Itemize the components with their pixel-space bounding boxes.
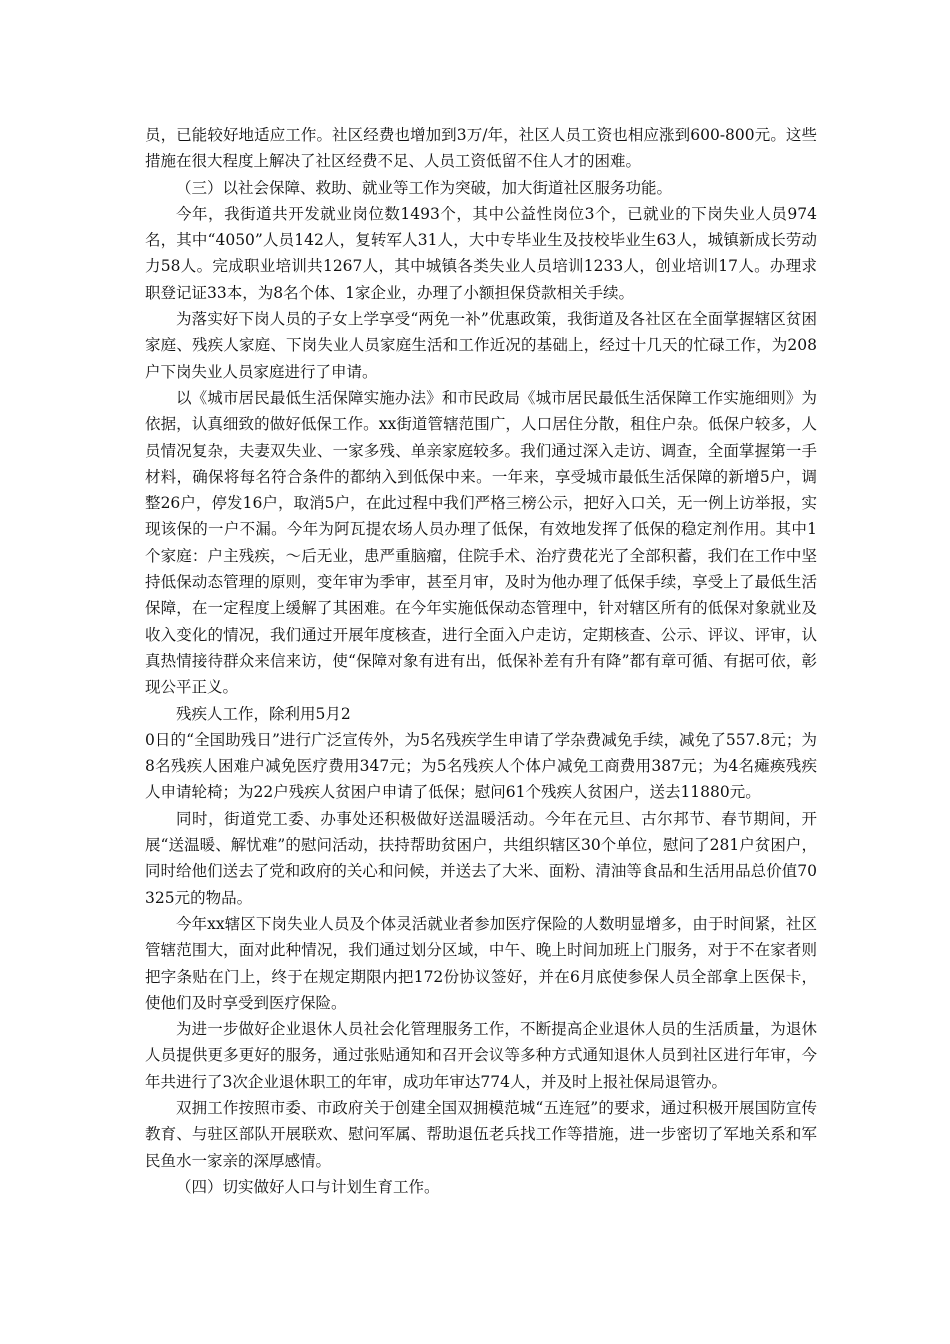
paragraph-retiree-service: 为进一步做好企业退休人员社会化管理服务工作，不断提高企业退休人员的生活质量，为退休人员提供更多更好的服务，通过张贴通知和召开会议等多种方式通知退休人员到社区进行年审，今年共进行了3次企业退休职工的年审，成功年审达774人，并及时上报社保局退管办。	[145, 1020, 817, 1091]
section-heading-social-security: （三）以社会保障、救助、就业等工作为突破，加大街道社区服务功能。	[176, 178, 673, 197]
paragraph-medical-insurance: 今年xx辖区下岗失业人员及个体灵活就业者参加医疗保险的人数明显增多，由于时间紧，社区管辖范围大，面对此种情况，我们通过划分区域，中午、晚上时间加班上门服务，对于不在家者则把字条贴在门上，终于在规定期限内把172份协议签好，并在6月底使参保人员全部拿上医保卡，使他们及时享受到医疗保险。	[145, 914, 817, 1012]
section-heading-family-planning: （四）切实做好人口与计划生育工作。	[176, 1177, 440, 1196]
paragraph-two-exemptions: 为落实好下岗人员的子女上学享受“两免一补”优惠政策，我街道及各社区在全面掌握辖区贫困家庭、残疾人家庭、下岗失业人员家庭生活和工作近况的基础上，经过十几天的忙碌工作，为208户下岗失业人员家庭进行了申请。	[145, 310, 817, 381]
paragraph-community-funding: 员，已能较好地适应工作。社区经费也增加到3万/年，社区人员工资也相应涨到600-800元。这些措施在很大程度上解决了社区经费不足、人员工资低留不住人才的困难。	[145, 126, 817, 171]
paragraph-minimum-living-allowance: 以《城市居民最低生活保障实施办法》和市民政局《城市居民最低生活保障工作实施细则》为依据，认真细致的做好低保工作。xx街道管辖范围广，人口居住分散，租住户杂。低保户较多，人员情况复杂，夫妻双失业、一家多残、单亲家庭较多。我们通过深入走访、调查，全面掌握第一手材料，确保将每名符合条件的都纳入到低保中来。一年来，享受城市最低生活保障的新增5户，调整26户，停发16户，取消5户，在此过程中我们严格三榜公示，把好入口关，无一例上访举报，实现该保的一户不漏。今年为阿瓦提农场人员办理了低保，有效地发挥了低保的稳定剂作用。其中1个家庭：户主残疾，～后无业，患严重脑瘤，住院手术、治疗费花光了全部积蓄，我们在工作中坚持低保动态管理的原则，变年审为季审，甚至月审，及时为他办理了低保手续，享受上了最低生活保障，在一定程度上缓解了其困难。在今年实施低保动态管理中，针对辖区所有的低保对象就业及收入变化的情况，我们通过开展年度核查，进行全面入户走访，定期核查、公示、评议、评审，认真热情接待群众来信来访，使“保障对象有进有出，低保补差有升有降”都有章可循、有据可依，彰现公平正义。	[145, 388, 817, 697]
paragraph-disabled-work-detail: 0日的“全国助残日”进行广泛宣传外，为5名残疾学生申请了学杂费减免手续，减免了557.8元；为8名残疾人困难户减免医疗费用347元；为5名残疾人个体户减免工商费用387元；为4名瘫痪残疾人申请轮椅；为22户残疾人贫困户申请了低保；慰问61个残疾人贫困户，送去11880元。	[145, 730, 817, 802]
paragraph-disabled-work-intro: 残疾人工作，除利用5月2	[176, 704, 351, 723]
paragraph-military-support: 双拥工作按照市委、市政府关于创建全国双拥模范城“五连冠”的要求，通过积极开展国防宣传教育、与驻区部队开展联欢、慰问军属、帮助退伍老兵找工作等措施，进一步密切了军地关系和军民鱼水一家亲的深厚感情。	[145, 1098, 817, 1170]
paragraph-employment: 今年，我街道共开发就业岗位数1493个，其中公益性岗位3个，已就业的下岗失业人员974名，其中“4050”人员142人，复转军人31人，大中专毕业生及技校毕业生63人，城镇新成长劳动力58人。完成职业培训共1267人，其中城镇各类失业人员培训1233人，创业培训17人。办理求职登记证33本，为8名个体、1家企业，办理了小额担保贷款相关手续。	[145, 204, 817, 302]
document-page	[145, 122, 817, 1200]
paragraph-warmth-activity: 同时，街道党工委、办事处还积极做好送温暖活动。今年在元旦、古尔邦节、春节期间，开展“送温暖、解忧难”的慰问活动，扶持帮助贫困户，共组织辖区30个单位，慰问了281户贫困户，同时给他们送去了党和政府的关心和问候，并送去了大米、面粉、清油等食品和生活用品总价值70325元的物品。	[145, 809, 817, 907]
